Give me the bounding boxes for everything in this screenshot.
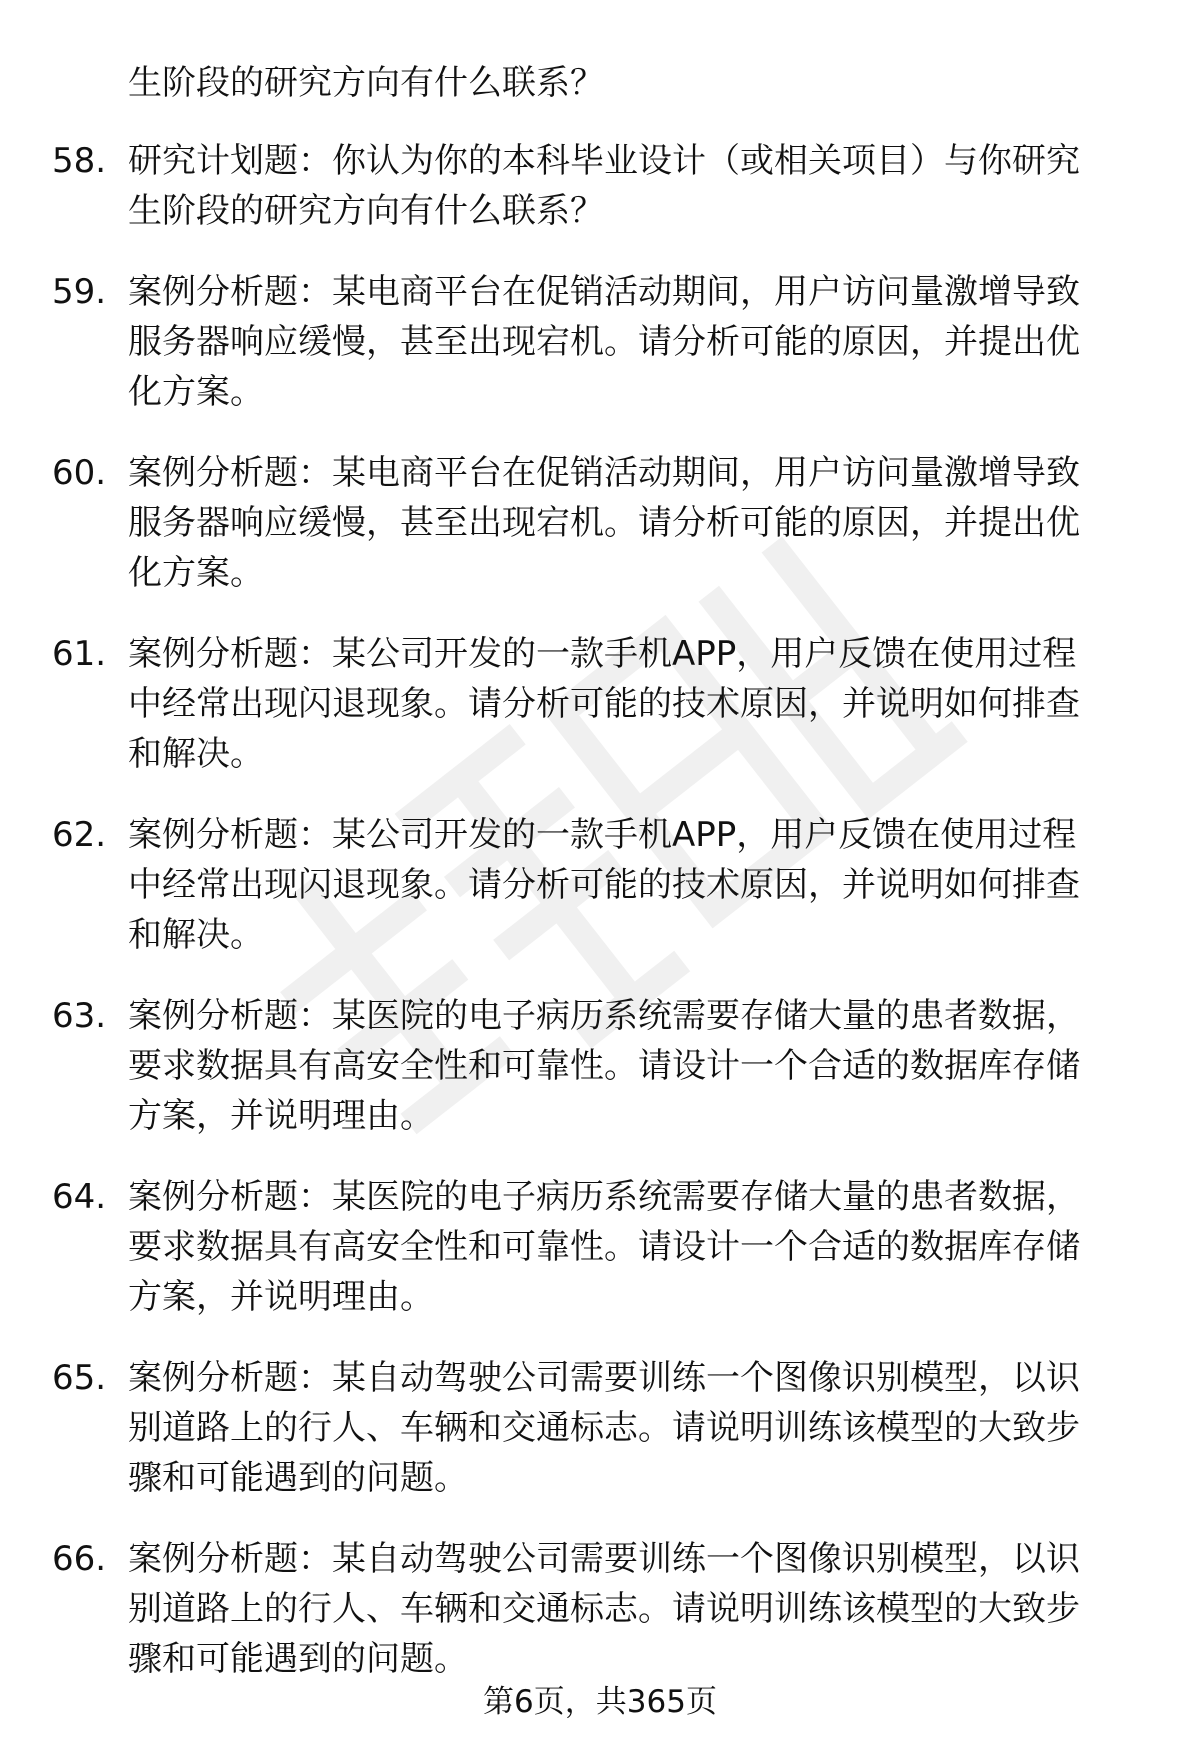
page-number-footer: 第6页，共365页 (483, 1684, 717, 1720)
question-number: 61. (52, 634, 107, 674)
question-line: 化方案。 (128, 553, 264, 593)
question-line: 案例分析题：某公司开发的一款手机APP，用户反馈在使用过程 (128, 815, 1077, 855)
question-line: 案例分析题：某自动驾驶公司需要训练一个图像识别模型，以识 (128, 1358, 1080, 1398)
question-item (0, 1353, 1200, 1503)
question-line: 案例分析题：某自动驾驶公司需要训练一个图像识别模型，以识 (128, 1539, 1080, 1579)
question-line: 案例分析题：某公司开发的一款手机APP，用户反馈在使用过程 (128, 634, 1077, 674)
question-item (0, 1172, 1200, 1322)
question-line: 骤和可能遇到的问题。 (128, 1458, 468, 1498)
question-line: 生阶段的研究方向有什么联系？ (128, 191, 604, 231)
question-number: 58. (52, 141, 107, 181)
question-text (128, 629, 1138, 779)
question-text (128, 448, 1138, 598)
question-text (128, 136, 1138, 236)
question-line: 化方案。 (128, 372, 264, 412)
question-line: 案例分析题：某电商平台在促销活动期间，用户访问量激增导致 (128, 453, 1080, 493)
question-line: 案例分析题：某电商平台在促销活动期间，用户访问量激增导致 (128, 272, 1080, 312)
question-text (128, 1534, 1138, 1684)
question-number: 62. (52, 815, 107, 855)
question-line: 方案，并说明理由。 (128, 1096, 434, 1136)
question-list (0, 136, 1200, 1715)
question-text (128, 267, 1138, 417)
question-number: 64. (52, 1177, 107, 1217)
question-line: 研究计划题：你认为你的本科毕业设计（或相关项目）与你研究 (128, 141, 1080, 181)
question-line: 案例分析题：某医院的电子病历系统需要存储大量的患者数据， (128, 996, 1080, 1036)
question-item (0, 448, 1200, 598)
question-item (0, 267, 1200, 417)
question-line: 骤和可能遇到的问题。 (128, 1639, 468, 1679)
question-line: 和解决。 (128, 915, 264, 955)
question-item (0, 991, 1200, 1141)
question-line: 和解决。 (128, 734, 264, 774)
continuation-text: 生阶段的研究方向有什么联系？ (128, 63, 604, 103)
question-line: 案例分析题：某医院的电子病历系统需要存储大量的患者数据， (128, 1177, 1080, 1217)
question-number: 60. (52, 453, 107, 493)
question-item (0, 1534, 1200, 1684)
question-item (0, 629, 1200, 779)
question-text (128, 1172, 1138, 1322)
question-line: 别道路上的行人、车辆和交通标志。请说明训练该模型的大致步 (128, 1589, 1080, 1629)
question-line: 服务器响应缓慢，甚至出现宕机。请分析可能的原因，并提出优 (128, 322, 1080, 362)
question-number: 63. (52, 996, 107, 1036)
question-text (128, 810, 1138, 960)
question-line: 服务器响应缓慢，甚至出现宕机。请分析可能的原因，并提出优 (128, 503, 1080, 543)
question-number: 59. (52, 272, 107, 312)
question-line: 别道路上的行人、车辆和交通标志。请说明训练该模型的大致步 (128, 1408, 1080, 1448)
question-text (128, 991, 1138, 1141)
question-number: 66. (52, 1539, 107, 1579)
question-line: 方案，并说明理由。 (128, 1277, 434, 1317)
question-item (0, 810, 1200, 960)
question-line: 中经常出现闪退现象。请分析可能的技术原因，并说明如何排查 (128, 865, 1080, 905)
question-item (0, 136, 1200, 236)
question-text (128, 1353, 1138, 1503)
question-line: 中经常出现闪退现象。请分析可能的技术原因，并说明如何排查 (128, 684, 1080, 724)
question-number: 65. (52, 1358, 107, 1398)
question-line: 要求数据具有高安全性和可靠性。请设计一个合适的数据库存储 (128, 1046, 1080, 1086)
question-line: 要求数据具有高安全性和可靠性。请设计一个合适的数据库存储 (128, 1227, 1080, 1267)
